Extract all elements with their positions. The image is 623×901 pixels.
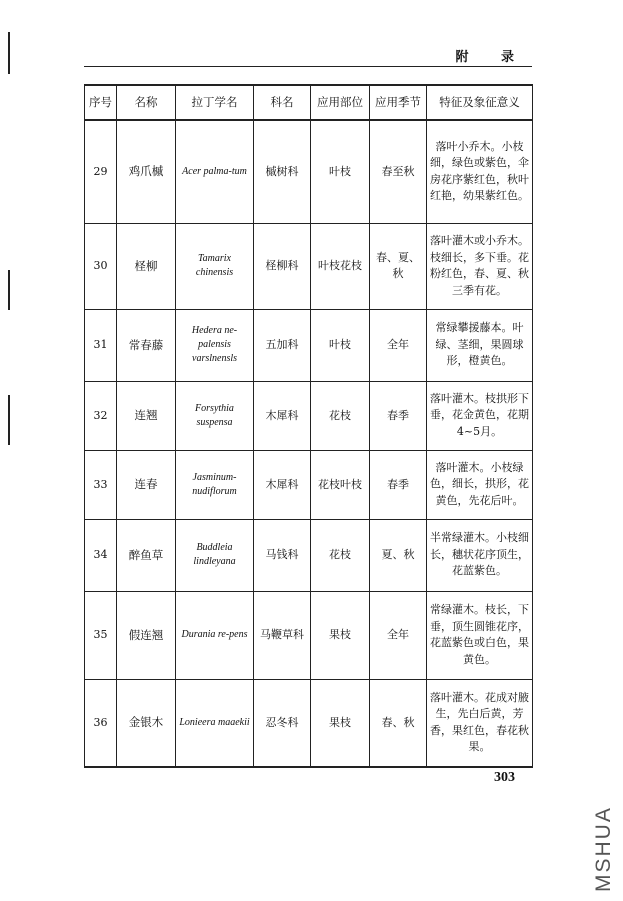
- cell-feature: 落叶小乔木。小枝细，绿色或紫色，伞房花序紫红色，秋叶红艳，幼果紫红色。: [427, 120, 533, 223]
- cell-name: 连翘: [117, 381, 176, 450]
- plant-table: [84, 84, 533, 768]
- cell-family: 马钱科: [254, 519, 311, 591]
- table-row: [85, 519, 533, 591]
- cell-feature: 落叶灌木。花成对腋生，先白后黄，芳香，果红色，春花秋果。: [427, 679, 533, 767]
- column-header: 拉丁学名: [176, 85, 254, 120]
- cell-feature: 常绿攀援藤本。叶绿、茎细，果圆球形，橙黄色。: [427, 309, 533, 381]
- cell-part: 花枝叶枝: [311, 450, 370, 519]
- cell-name: 柽柳: [117, 223, 176, 309]
- cell-part: 叶枝: [311, 309, 370, 381]
- cell-part: 叶枝: [311, 120, 370, 223]
- cell-part: 叶枝花枝: [311, 223, 370, 309]
- column-header: 名称: [117, 85, 176, 120]
- table-row: [85, 679, 533, 767]
- cell-part: 果枝: [311, 679, 370, 767]
- cell-name: 假连翘: [117, 591, 176, 679]
- cell-family: 五加科: [254, 309, 311, 381]
- cell-feature: 落叶灌木或小乔木。枝细长，多下垂。花粉红色，春、夏、秋三季有花。: [427, 223, 533, 309]
- cell-name: 连春: [117, 450, 176, 519]
- table-row: [85, 223, 533, 309]
- cell-season: 春季: [370, 450, 427, 519]
- cell-family: 槭树科: [254, 120, 311, 223]
- cell-feature: 落叶灌木。小枝绿色，细长，拱形，花黄色，先花后叶。: [427, 450, 533, 519]
- column-header: 应用部位: [311, 85, 370, 120]
- cell-latin: Durania re-pens: [176, 591, 254, 679]
- cell-season: 夏、秋: [370, 519, 427, 591]
- cell-part: 果枝: [311, 591, 370, 679]
- column-header: 序号: [85, 85, 117, 120]
- cell-feature: 常绿灌木。枝长，下垂，顶生圆锥花序，花蓝紫色或白色，果黄色。: [427, 591, 533, 679]
- cell-no: 31: [85, 309, 117, 381]
- cell-part: 花枝: [311, 381, 370, 450]
- running-header: [84, 44, 532, 67]
- scan-edge-mark: [8, 395, 10, 445]
- cell-name: 鸡爪槭: [117, 120, 176, 223]
- cell-name: 金银木: [117, 679, 176, 767]
- table-row: [85, 120, 533, 223]
- cell-feature: 落叶灌木。枝拱形下垂，花金黄色，花期4~5月。: [427, 381, 533, 450]
- scan-edge-mark: [8, 32, 10, 74]
- cell-latin: Lonieera maaekii: [176, 679, 254, 767]
- cell-season: 全年: [370, 591, 427, 679]
- column-header: 科名: [254, 85, 311, 120]
- header-title: 附 录: [455, 50, 528, 65]
- watermark: MSHUA: [592, 806, 615, 892]
- cell-season: 春季: [370, 381, 427, 450]
- cell-family: 木犀科: [254, 450, 311, 519]
- table-row: [85, 309, 533, 381]
- cell-season: 春至秋: [370, 120, 427, 223]
- table-row: [85, 450, 533, 519]
- column-header: 应用季节: [370, 85, 427, 120]
- cell-no: 35: [85, 591, 117, 679]
- cell-season: 全年: [370, 309, 427, 381]
- cell-season: 春、秋: [370, 679, 427, 767]
- cell-latin: Hedera ne-palensis varslnensls: [176, 309, 254, 381]
- cell-no: 36: [85, 679, 117, 767]
- table-header-row: [85, 85, 533, 120]
- cell-family: 木犀科: [254, 381, 311, 450]
- cell-latin: Acer palma-tum: [176, 120, 254, 223]
- cell-family: 马鞭草科: [254, 591, 311, 679]
- table-row: [85, 591, 533, 679]
- cell-latin: Buddleia lindleyana: [176, 519, 254, 591]
- cell-latin: Tamarix chinensis: [176, 223, 254, 309]
- cell-no: 29: [85, 120, 117, 223]
- cell-no: 33: [85, 450, 117, 519]
- cell-feature: 半常绿灌木。小枝细长，穗状花序顶生，花蓝紫色。: [427, 519, 533, 591]
- cell-part: 花枝: [311, 519, 370, 591]
- cell-latin: Jasminum-nudiflorum: [176, 450, 254, 519]
- scan-edge-mark: [8, 270, 10, 310]
- cell-family: 柽柳科: [254, 223, 311, 309]
- column-header: 特征及象征意义: [427, 85, 533, 120]
- page-number: 303: [494, 770, 515, 785]
- table-row: [85, 381, 533, 450]
- cell-no: 34: [85, 519, 117, 591]
- cell-name: 常春藤: [117, 309, 176, 381]
- cell-family: 忍冬科: [254, 679, 311, 767]
- cell-no: 30: [85, 223, 117, 309]
- cell-latin: Forsythia suspensa: [176, 381, 254, 450]
- cell-name: 醉鱼草: [117, 519, 176, 591]
- cell-no: 32: [85, 381, 117, 450]
- cell-season: 春、夏、秋: [370, 223, 427, 309]
